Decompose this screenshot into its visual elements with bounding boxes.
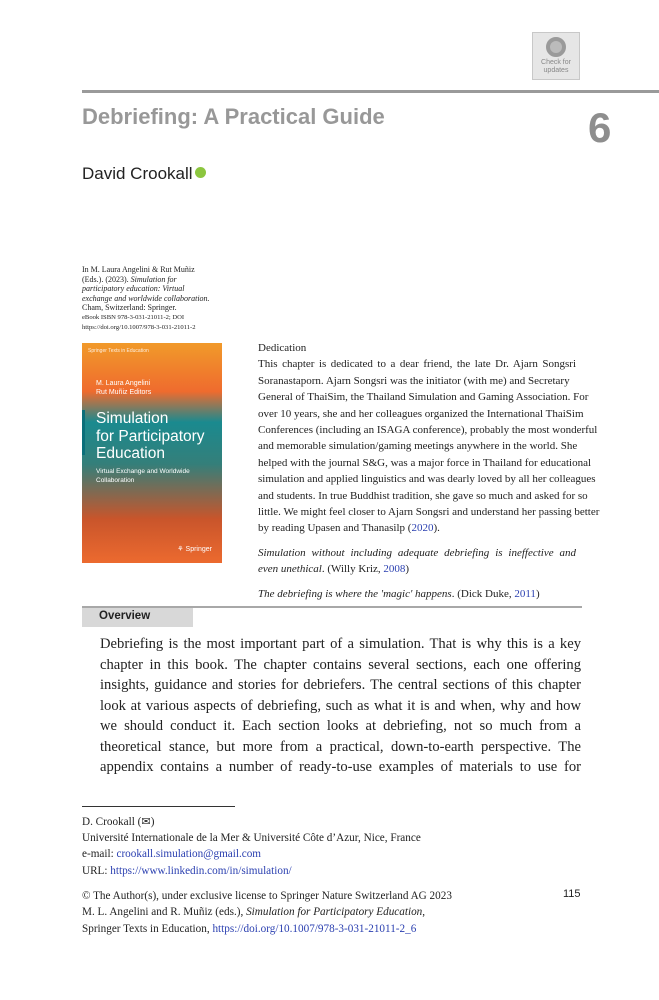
dedication-line: by reading Upasen and Thanasilp (: [258, 522, 412, 535]
copyright-line: Springer Texts in Education,: [82, 922, 213, 935]
overview-line: chapter in this book. The chapter contains several sections, each one offering: [100, 656, 581, 673]
quote-source: . (Willy Kriz,: [321, 563, 384, 576]
citation-publisher: Cham, Switzerland: Springer.: [82, 303, 177, 313]
dedication-line: and memorable simulation/gaming meetings anywhere in the world. She: [258, 440, 578, 453]
book-cover-image: [82, 343, 222, 563]
cover-publisher: ⚘ Springer: [177, 546, 212, 553]
chapter-number: 6: [588, 104, 612, 151]
footnote-affiliation: Université Internationale de la Mer & Université Côte d’Azur, Nice, France: [82, 832, 421, 845]
chapter-title: Debriefing: A Practical Guide: [82, 104, 385, 129]
dedication-line: helped with the journal S&G, was a major force in Thailand for educational: [258, 456, 592, 469]
dedication-line: This chapter is dedicated to a dear friend, the late Dr. Ajarn Songsri: [258, 358, 576, 371]
cover-editors: [96, 379, 151, 397]
overview-line: we should conduct it. Each section looks at debriefing, not so much from a: [100, 718, 581, 734]
citation-italic: exchange and worldwide collaboration.: [82, 293, 210, 303]
copyright-line: © The Author(s), under exclusive license to Springer Nature Switzerland AG 2023: [82, 890, 452, 902]
citation-link[interactable]: 2020: [411, 522, 434, 535]
email-label: e-mail:: [82, 848, 117, 861]
dedication-line: Conferences (including an ISAGA conference), probably the most wonderful: [258, 424, 598, 437]
dedication-line: Soranastaporn. Ajarn Songsri was the initiator (with me) and Secretary: [258, 374, 570, 387]
citation-line: In M. Laura Angelini & Rut Muñiz: [82, 265, 195, 274]
citation-italic: Simulation for: [130, 274, 177, 284]
copyright-block: [82, 888, 582, 937]
quote-source: . (Dick Duke,: [451, 587, 515, 600]
check-for-updates-badge[interactable]: [532, 32, 580, 80]
cover-publisher-name: Springer: [185, 546, 212, 553]
author-name: David Crookall: [82, 164, 193, 183]
url-link[interactable]: https://www.linkedin.com/in/simulation/: [110, 864, 292, 877]
badge-line2: updates: [543, 67, 569, 74]
cover-editor: M. Laura Angelini: [96, 380, 151, 387]
overview-line: look at various aspects of debriefing, such as what it is and when, why and how: [100, 697, 581, 714]
citation-doi: https://doi.org/10.1007/978-3-031-21011-2: [82, 323, 196, 331]
page-number: 115: [563, 888, 581, 900]
dedication-line: General of ThaiSim, the Thailand Simulation and Gaming Association. For: [258, 391, 589, 404]
dedication: [258, 340, 600, 602]
cover-subtitle-line: Collaboration: [96, 476, 135, 484]
copyright-punct: ,: [422, 906, 426, 919]
overview-text: [100, 634, 581, 778]
cover-title-line: Education: [96, 445, 165, 462]
header-rule: [82, 90, 659, 93]
quote-text: even unethical: [258, 563, 322, 576]
quote-text: The debriefing is where the 'magic' happens: [258, 587, 452, 600]
cover-editor: Rut Muñiz Editors: [96, 389, 152, 396]
chapter-author: [82, 164, 206, 184]
url-label: URL:: [82, 864, 111, 877]
quote-punct: ): [535, 587, 540, 600]
citation-link[interactable]: 2008: [383, 563, 406, 576]
email-link[interactable]: crookall.simulation@gmail.com: [116, 848, 262, 861]
dedication-heading: Dedication: [258, 342, 307, 354]
citation-italic: participatory education: Virtual: [82, 284, 185, 294]
crossmark-icon: [546, 37, 566, 57]
orcid-icon[interactable]: [195, 167, 206, 178]
citation-line: (Eds.). (2023).: [82, 274, 131, 284]
overview-line: appendix contains a number of ready-to-use examples of materials to use for: [100, 759, 581, 775]
cover-title: [96, 410, 205, 463]
author-footnote: [82, 814, 421, 879]
overview-line: theoretical stance, but more from a practical, down-to-earth perspective. The: [100, 738, 581, 755]
dedication-punct: ).: [433, 522, 440, 535]
cover-subtitle: [96, 468, 190, 485]
quote-punct: ): [405, 563, 410, 576]
overview-heading: Overview: [82, 608, 193, 627]
citation-block: [82, 265, 232, 332]
cover-tab: [82, 410, 85, 455]
cover-title-line: for Participatory: [96, 427, 205, 445]
doi-link[interactable]: https://doi.org/10.1007/978-3-031-21011-2_6: [212, 922, 417, 935]
epigraph-quote: [258, 545, 576, 578]
badge-line1: Check for: [541, 59, 571, 66]
footnote-name: D. Crookall (✉): [82, 816, 155, 828]
copyright-line: M. L. Angelini and R. Muñiz (eds.),: [82, 906, 247, 919]
book-title: Simulation for Participatory Education: [246, 906, 423, 919]
dedication-line: over 10 years, she and her colleagues organized the International ThaiSim: [258, 407, 584, 420]
epigraph-quote: [258, 586, 576, 602]
dedication-line: little. We might feel closer to Ajarn Songsri and understand her passing better: [258, 506, 600, 519]
overview-line: Debriefing is the most important part of a simulation. That is why this is a key: [100, 636, 581, 652]
quote-text: Simulation without including adequate debriefing is ineffective and: [258, 546, 576, 559]
overview-line: insights, guidance and stories for debriefers. The central sections of this chapter: [100, 677, 581, 693]
dedication-line: and students. In true Buddhist tradition, she gave so much and asked for so: [258, 489, 588, 502]
citation-link[interactable]: 2011: [514, 587, 536, 600]
citation-isbn: eBook ISBN 978-3-031-21011-2; DOI: [82, 313, 185, 321]
cover-title-line: Simulation: [96, 410, 169, 427]
dedication-line: simulation and applied linguistics and was dearly loved by all her colleagues: [258, 473, 596, 486]
cover-series: Springer Texts in Education: [88, 348, 149, 354]
cover-subtitle-line: Virtual Exchange and Worldwide: [96, 468, 190, 475]
footnote-rule: [82, 806, 235, 807]
